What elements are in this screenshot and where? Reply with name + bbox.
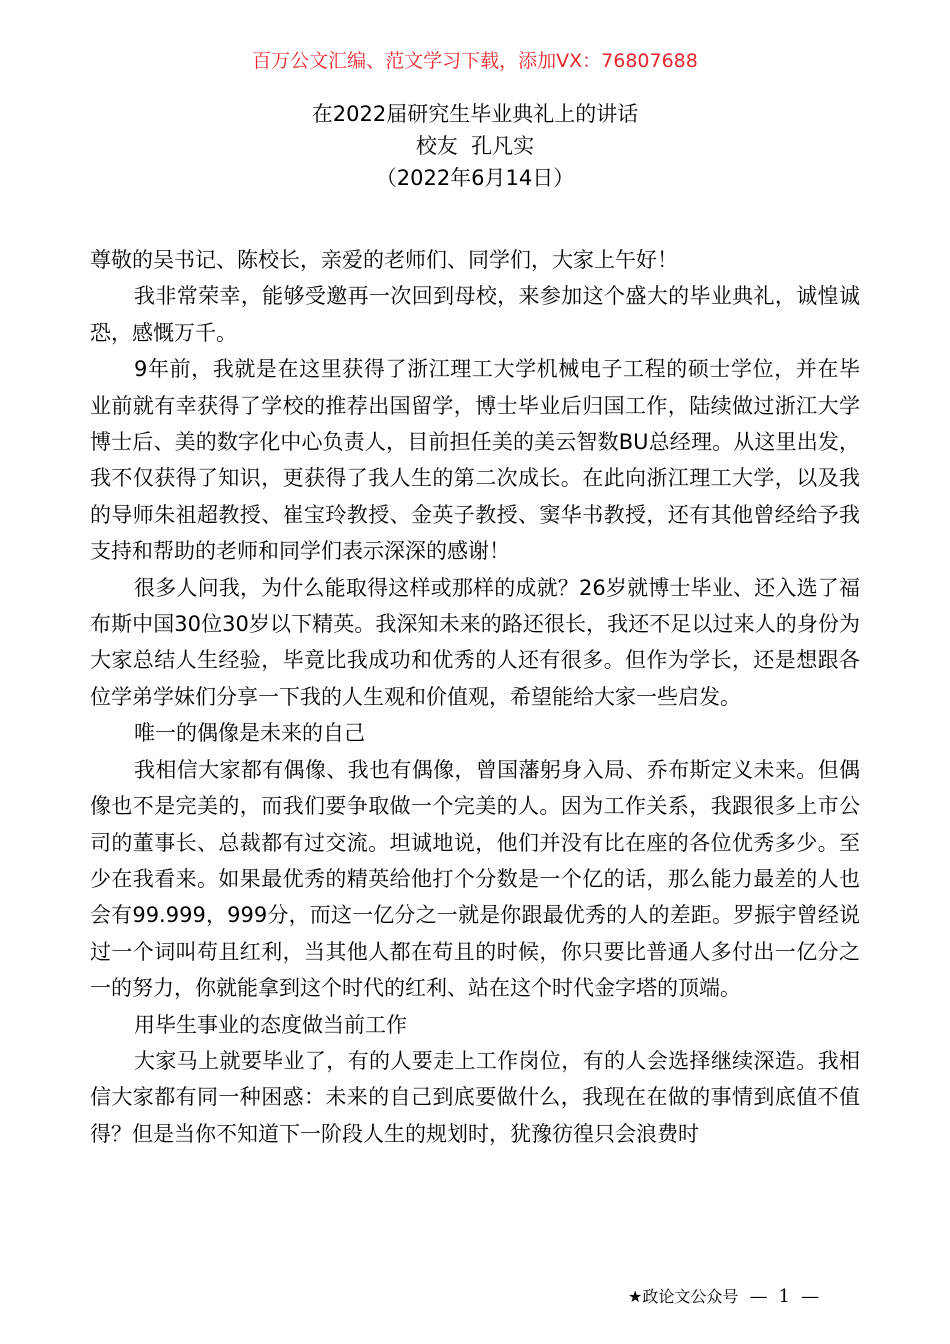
- watermark-banner: 百万公文汇编、范文学习下载，添加VX：76807688: [252, 50, 698, 72]
- document-author: 校友 孔凡实: [415, 134, 535, 158]
- footer-label: ★政论文公众号: [628, 1287, 739, 1306]
- page-footer: [628, 1284, 819, 1307]
- section-heading: 用毕生事业的态度做当前工作: [134, 1012, 407, 1037]
- page-dash-right: —: [801, 1286, 820, 1307]
- page-dash-left: —: [749, 1286, 768, 1307]
- paragraph: 9年前，我就是在这里获得了浙江理工大学机械电子工程的硕士学位，并在毕业前就有幸获得了学校的推荐出国留学，博士毕业后归国工作，陆续做过浙江大学博士后、美的数字化中心负责人，目前担任美的美云智数BU总经理。从这里出发，我不仅获得了知识，更获得了我人生的第二次成长。在此向浙江理工大学，以及我的导师朱祖超教授、崔宝玲教授、金英子教授、窦华书教授，还有其他曾经给予我支持和帮助的老师和同学们表示深深的感谢！: [90, 357, 860, 564]
- document-header: [0, 98, 950, 194]
- paragraph-greeting: 尊敬的吴书记、陈校长，亲爱的老师们、同学们，大家上午好！: [90, 248, 678, 272]
- page-number: 1: [778, 1286, 790, 1307]
- paragraph: 大家马上就要毕业了，有的人要走上工作岗位，有的人会选择继续深造。我相信大家都有同一种困惑：未来的自己到底要做什么，我现在在做的事情到底值不值得？但是当你不知道下一阶段人生的规划时，犹豫彷徨只会浪费时: [90, 1048, 860, 1146]
- document-title: 在2022届研究生毕业典礼上的讲话: [311, 102, 639, 126]
- paragraph: 我非常荣幸，能够受邀再一次回到母校，来参加这个盛大的毕业典礼，诚惶诚恐，感慨万千。: [90, 284, 860, 345]
- paragraph: 我相信大家都有偶像、我也有偶像，曾国藩躬身入局、乔布斯定义未来。但偶像也不是完美的，而我们要争取做一个完美的人。因为工作关系，我跟很多上市公司的董事长、总裁都有过交流。坦诚地说，他们并没有比在座的各位优秀多少。至少在我看来。如果最优秀的精英给他打个分数是一个亿的话，那么能力最差的人也会有99.999，999分，而这一亿分之一就是你跟最优秀的人的差距。罗振宇曾经说过一个词叫苟且红利，当其他人都在苟且的时候，你只要比普通人多付出一亿分之一的努力，你就能拿到这个时代的红利、站在这个时代金字塔的顶端。: [90, 757, 860, 1001]
- document-body: [90, 242, 860, 1152]
- paragraph: 很多人问我，为什么能取得这样或那样的成就？26岁就博士毕业、还入选了福布斯中国30位30岁以下精英。我深知未来的路还很长，我还不足以过来人的身份为大家总结人生经验，毕竟比我成功和优秀的人还有很多。但作为学长，还是想跟各位学弟学妹们分享一下我的人生观和价值观，希望能给大家一些启发。: [90, 575, 860, 709]
- section-heading: 唯一的偶像是未来的自己: [134, 721, 365, 746]
- document-date: （2022年6月14日）: [375, 166, 575, 190]
